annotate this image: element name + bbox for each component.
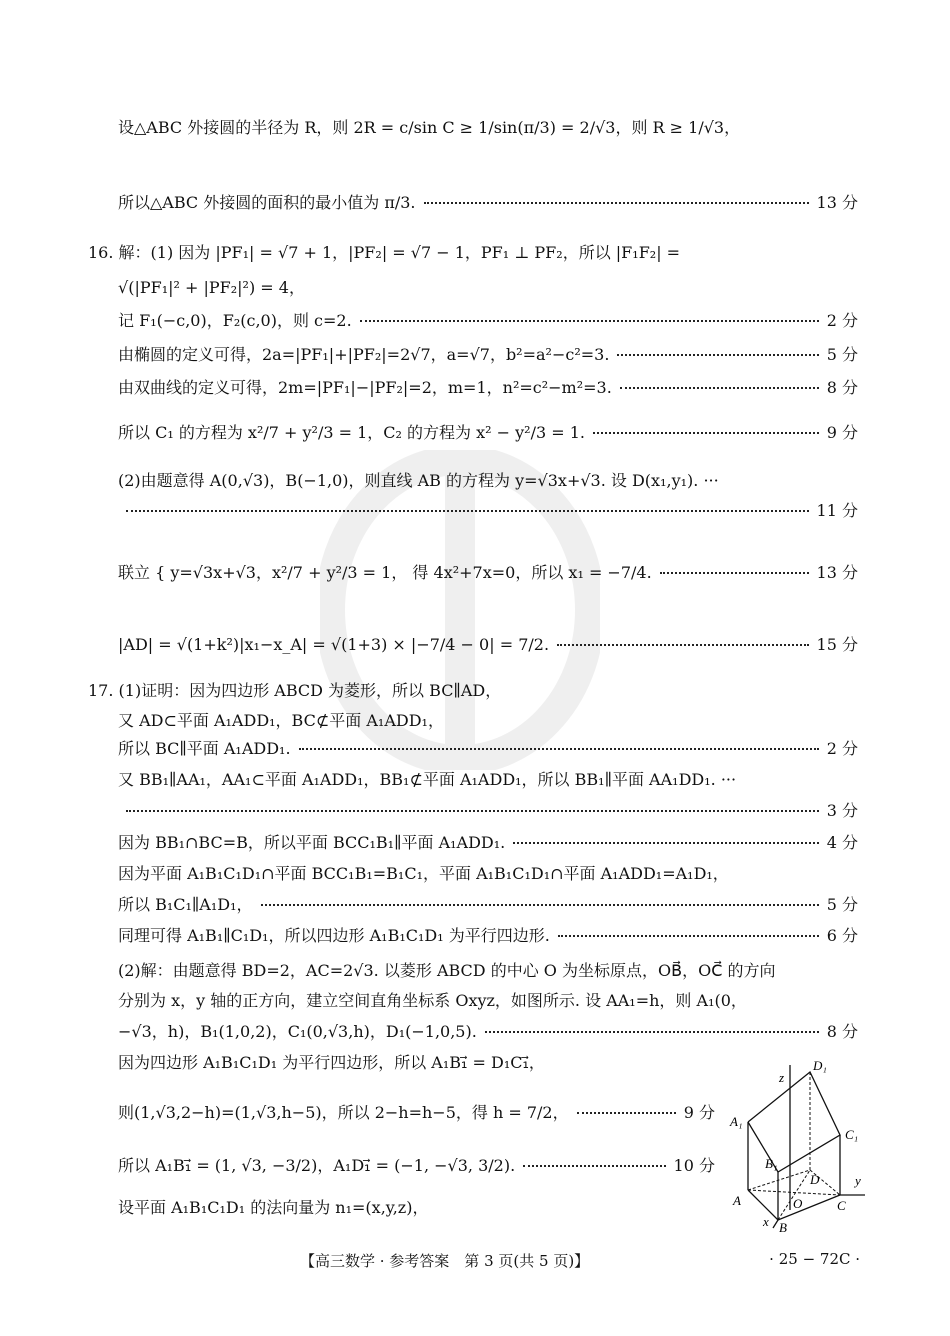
line-text: 所以△ABC 外接圆的面积的最小值为 π/3.	[118, 193, 416, 212]
answer-line	[118, 498, 858, 521]
answer-line	[118, 1195, 715, 1218]
answer-line	[118, 767, 858, 790]
label-D1: D₁	[813, 1060, 827, 1073]
answer-line	[118, 468, 858, 491]
line-text: 同理可得 A₁B₁∥C₁D₁，所以四边形 A₁B₁C₁D₁ 为平行四边形.	[118, 926, 550, 945]
label-A1: A₁	[730, 1114, 743, 1129]
line-text: 17. (1)证明：因为四边形 ABCD 为菱形，所以 BC∥AD，	[88, 681, 502, 700]
dot-leader	[485, 1031, 819, 1033]
answer-line	[118, 632, 858, 655]
score-label: 4 分	[826, 833, 858, 852]
line-text: 联立 { y=√3x+√3，x²/7 + y²/3 = 1， 得 4x²+7x=0，所以 x₁ = −7/4.	[118, 563, 652, 582]
score-label: 8 分	[826, 378, 858, 397]
line-text: (2)由题意得 A(0,√3)，B(−1,0)，则直线 AB 的方程为 y=√3x+√3. 设 D(x₁,y₁). ···	[118, 471, 719, 490]
dot-leader	[126, 810, 819, 812]
dot-leader	[360, 320, 819, 322]
score-label: 13 分	[816, 563, 858, 582]
answer-line	[118, 923, 858, 946]
answer-line	[118, 958, 858, 981]
score-label: 3 分	[826, 801, 858, 820]
label-B1: B₁	[765, 1156, 778, 1171]
score-label: 2 分	[826, 739, 858, 758]
label-z: z	[779, 1070, 785, 1085]
line-text: |AD| = √(1+k²)|x₁−x_A| = √(1+3) × |−7/4 − 0| = 7/2.	[118, 635, 550, 654]
line-text: 则(1,√3,2−h)=(1,√3,h−5)，所以 2−h=h−5，得 h = 7/2，	[118, 1103, 569, 1122]
dot-leader	[513, 842, 818, 844]
line-text: 分别为 x，y 轴的正方向，建立空间直角坐标系 Oxyz，如图所示. 设 AA₁=h，则 A₁(0，	[118, 991, 747, 1010]
line-text: 记 F₁(−c,0)，F₂(c,0)，则 c=2.	[118, 311, 352, 330]
line-text: 由双曲线的定义可得，2m=|PF₁|−|PF₂|=2，m=1，n²=c²−m²=3.	[118, 378, 612, 397]
score-label: 13 分	[816, 193, 858, 212]
answer-line	[118, 830, 858, 853]
answer-line	[118, 861, 858, 884]
dot-leader	[593, 432, 819, 434]
score-label: 5 分	[826, 345, 858, 364]
line-text: 又 AD⊂平面 A₁ADD₁，BC⊄平面 A₁ADD₁，	[118, 711, 444, 730]
answer-line	[118, 798, 858, 821]
line-text: 设平面 A₁B₁C₁D₁ 的法向量为 n₁=(x,y,z)，	[118, 1198, 429, 1217]
answer-line	[118, 308, 858, 331]
answer-line	[88, 678, 858, 701]
answer-line	[118, 420, 858, 443]
line-text: (2)解：由题意得 BD=2，AC=2√3. 以菱形 ABCD 的中心 O 为坐标原点，OB⃗，OC⃗ 的方向	[118, 961, 776, 980]
label-D: D	[810, 1172, 820, 1187]
answer-line	[118, 1050, 715, 1073]
score-label: 15 分	[816, 635, 858, 654]
answer-line	[118, 560, 858, 583]
answer-line	[118, 190, 858, 213]
dot-leader	[126, 510, 809, 512]
label-x: x	[763, 1214, 769, 1229]
answer-line	[118, 736, 858, 759]
score-label: 8 分	[826, 1022, 858, 1041]
line-text: 16. 解：(1) 因为 |PF₁| = √7 + 1，|PF₂| = √7 − 1，PF₁ ⊥ PF₂，所以 |F₁F₂| =	[88, 243, 681, 262]
dot-leader	[617, 354, 818, 356]
line-text: 因为 BB₁∩BC=B，所以平面 BCC₁B₁∥平面 A₁ADD₁.	[118, 833, 506, 852]
dot-leader	[557, 644, 809, 646]
prism-figure	[715, 1060, 875, 1235]
line-text: 因为四边形 A₁B₁C₁D₁ 为平行四边形，所以 A₁B₁⃗ = D₁C₁⃗，	[118, 1053, 545, 1072]
dot-leader	[424, 202, 809, 204]
label-C: C	[837, 1198, 846, 1213]
line-text: √(|PF₁|² + |PF₂|²) = 4，	[118, 278, 305, 297]
footer-title: 【高三数学 · 参考答案 第 3 页(共 5 页)】	[300, 1252, 590, 1270]
dot-leader	[577, 1112, 676, 1114]
answer-line	[118, 1153, 715, 1176]
line-text: 所以 B₁C₁∥A₁D₁，	[118, 895, 253, 914]
answer-line	[118, 115, 858, 138]
label-B: B	[779, 1220, 787, 1235]
score-label: 6 分	[826, 926, 858, 945]
answer-line	[118, 1100, 715, 1123]
score-label: 10 分	[673, 1156, 715, 1175]
answer-line	[118, 275, 858, 298]
dot-leader	[299, 748, 819, 750]
line-text: 设△ABC 外接圆的半径为 R，则 2R = c/sin C ≥ 1/sin(π/3) = 2/√3，则 R ≥ 1/√3，	[118, 118, 741, 137]
score-label: 9 分	[826, 423, 858, 442]
answer-line	[118, 892, 858, 915]
label-O: O	[793, 1196, 803, 1211]
answer-line	[118, 1019, 858, 1042]
dot-leader	[558, 935, 819, 937]
dot-leader	[660, 572, 809, 574]
line-text: 所以 A₁B₁⃗ = (1, √3, −3/2)，A₁D₁⃗ = (−1, −√3, 3/2).	[118, 1156, 516, 1175]
label-C1: C₁	[845, 1127, 859, 1142]
line-text: 又 BB₁∥AA₁，AA₁⊂平面 A₁ADD₁，BB₁⊄平面 A₁ADD₁，所以 BB₁∥平面 AA₁DD₁. ···	[118, 770, 737, 789]
line-text: 由椭圆的定义可得，2a=|PF₁|+|PF₂|=2√7，a=√7，b²=a²−c²=3.	[118, 345, 610, 364]
line-text: 所以 C₁ 的方程为 x²/7 + y²/3 = 1，C₂ 的方程为 x² − y²/3 = 1.	[118, 423, 585, 442]
label-A: A	[733, 1193, 741, 1208]
answer-line	[118, 342, 858, 365]
answer-line	[88, 240, 858, 263]
answer-line	[118, 708, 858, 731]
answer-line	[118, 375, 858, 398]
line-text: 所以 BC∥平面 A₁ADD₁.	[118, 739, 291, 758]
score-label: 11 分	[816, 501, 858, 520]
score-label: 9 分	[683, 1103, 715, 1122]
dot-leader	[620, 387, 819, 389]
footer-code: · 25 − 72C ·	[769, 1250, 860, 1268]
label-y: y	[855, 1173, 861, 1188]
score-label: 2 分	[826, 311, 858, 330]
answer-line	[118, 988, 858, 1011]
line-text: 因为平面 A₁B₁C₁D₁∩平面 BCC₁B₁=B₁C₁，平面 A₁B₁C₁D₁∩平面 A₁ADD₁=A₁D₁，	[118, 864, 729, 883]
line-text: −√3，h)，B₁(1,0,2)，C₁(0,√3,h)，D₁(−1,0,5).	[118, 1022, 477, 1041]
dot-leader	[523, 1165, 665, 1167]
dot-leader	[261, 904, 819, 906]
score-label: 5 分	[826, 895, 858, 914]
